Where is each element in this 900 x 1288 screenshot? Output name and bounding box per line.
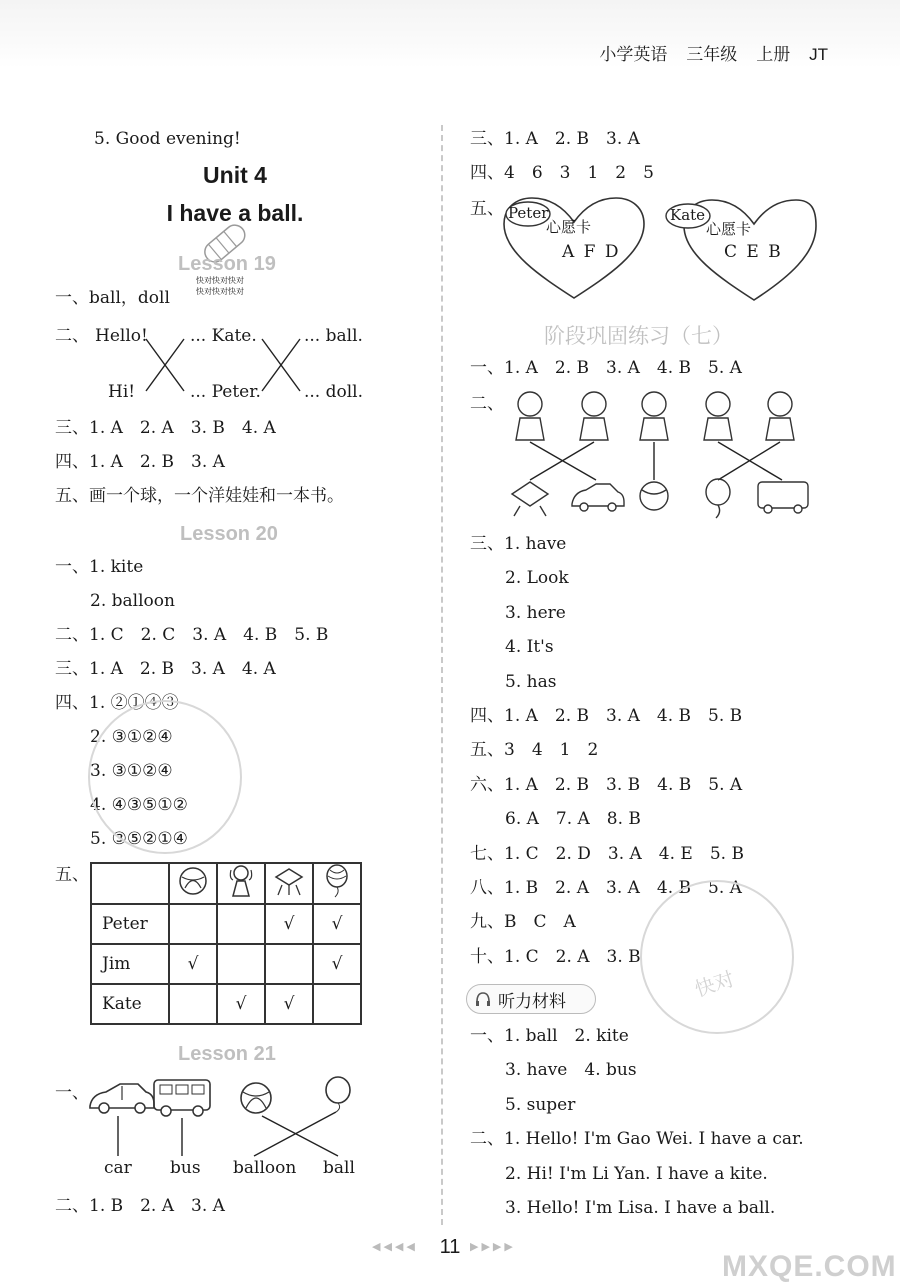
listen2-a: 二、1. Hello! I'm Gao Wei. I have a car. (470, 1129, 804, 1149)
heart-kate-letters: C E B (724, 242, 783, 262)
bus-icon (758, 482, 808, 513)
l21-label-ball: ball (323, 1158, 355, 1178)
l20-q5-label: 五、 (55, 865, 89, 885)
review-q10: 十、1. C 2. A 3. B (470, 947, 641, 967)
l20-q3: 三、1. A 2. B 3. A 4. A (55, 659, 276, 679)
child-4-icon (704, 392, 732, 440)
headphones-icon (474, 990, 492, 1008)
l19-q2-hi: Hi! (108, 382, 136, 402)
kite-icon (512, 482, 548, 516)
lesson19-title: Lesson 19 (178, 253, 276, 275)
l20-q1-a: 一、1. kite (55, 557, 144, 577)
review-title: 阶段巩固练习（七） (544, 325, 733, 348)
r-line-3: 三、1. A 2. B 3. A (470, 129, 640, 149)
child-3-icon (640, 392, 668, 440)
heart-peter-letters: A F D (562, 242, 621, 262)
l21-label-bus: bus (170, 1158, 201, 1178)
l21-q1-label: 一、 (55, 1083, 89, 1103)
heart-peter-title: 心愿卡 (546, 219, 592, 236)
review-q6-a: 六、1. A 2. B 3. B 4. B 5. A (470, 775, 743, 795)
table-row (91, 984, 361, 1024)
kite-icon (272, 865, 306, 897)
balloon-icon (322, 864, 352, 898)
unit-title: Unit 4 (203, 162, 267, 188)
l19-matching-lines (140, 335, 310, 395)
table-cell: √ (217, 984, 265, 1024)
child-1-icon (516, 392, 544, 440)
l21-label-balloon: balloon (233, 1158, 297, 1178)
page-number: 11 (439, 1236, 461, 1258)
listen2-b: 2. Hi! I'm Li Yan. I have a kite. (505, 1164, 768, 1184)
l19-q2-label: 二、 (55, 326, 89, 346)
child-5-icon (766, 392, 794, 440)
header-label (599, 40, 828, 65)
column-divider (441, 125, 443, 1225)
r-line-4: 四、4 6 3 1 2 5 (470, 163, 654, 183)
ball-icon (241, 1083, 271, 1113)
table-cell (217, 904, 265, 944)
listen1-b: 3. have 4. bus (505, 1060, 637, 1080)
l19-q5: 五、画一个球，一个洋娃娃和一本书。 (55, 486, 344, 506)
balloon-cell (313, 863, 361, 904)
car-icon (572, 484, 624, 511)
table-row-name: Peter (91, 904, 169, 944)
review-q4: 四、1. A 2. B 3. A 4. B 5. B (470, 706, 743, 726)
table-cell (265, 944, 313, 984)
review-q8: 八、1. B 2. A 3. A 4. B 5. A (470, 878, 742, 898)
stamp-text-1: 快对快对快对 (196, 276, 244, 285)
next-arrows-icon: ▶▶▶▶ (470, 1240, 516, 1253)
header-edition: JT (809, 45, 828, 64)
l21-label-car: car (104, 1158, 132, 1178)
header-subject: 小学英语 (599, 45, 668, 64)
table-cell (313, 984, 361, 1024)
l20-q2: 二、1. C 2. C 3. A 4. B 5. B (55, 625, 329, 645)
table-cell: √ (169, 944, 217, 984)
review-q3-2: 2. Look (505, 568, 569, 588)
table-row (91, 904, 361, 944)
table-corner-cell (91, 863, 169, 904)
heart-peter-name: Peter (508, 204, 549, 222)
l19-q2-doll: ... doll. (304, 382, 364, 402)
listen1-a: 一、1. ball 2. kite (470, 1026, 629, 1046)
watermark-brand: 快对 (692, 968, 738, 1002)
lesson20-title: Lesson 20 (180, 523, 278, 545)
review-q3-3: 3. here (505, 603, 566, 623)
table-cell: √ (313, 944, 361, 984)
listening-title: 听力材料 (498, 992, 566, 1011)
child-2-icon (580, 392, 608, 440)
table-cell: √ (265, 904, 313, 944)
review-q1: 一、1. A 2. B 3. A 4. B 5. A (470, 358, 742, 378)
header-volume: 上册 (756, 45, 791, 64)
table-cell (169, 904, 217, 944)
lesson21-title: Lesson 21 (178, 1043, 276, 1065)
review-q5: 五、3 4 1 2 (470, 740, 599, 760)
l21-picture-row (86, 1076, 366, 1161)
table-row-name: Jim (91, 944, 169, 984)
balloon-icon (706, 479, 730, 518)
header-grade: 三年级 (686, 45, 738, 64)
l20-q4-4: 4. ④③⑤①② (90, 795, 188, 815)
car-icon (90, 1084, 154, 1113)
table-cell (217, 944, 265, 984)
heart-kate-title: 心愿卡 (706, 221, 752, 238)
review-q3-1: 三、1. have (470, 534, 567, 554)
listen2-c: 3. Hello! I'm Lisa. I have a ball. (505, 1198, 776, 1218)
l20-q4-5: 5. ③⑤②①④ (90, 829, 188, 849)
l19-q1: 一、ball，doll (55, 288, 170, 308)
unit-subtitle: I have a ball. (166, 200, 304, 226)
bus-icon (154, 1080, 210, 1116)
review-q2-matching (500, 388, 820, 520)
watermark-circle-left (88, 700, 242, 854)
balloon-icon (326, 1077, 350, 1112)
table-row-name: Kate (91, 984, 169, 1024)
doll-cell (217, 863, 265, 904)
ball-cell (169, 863, 217, 904)
l19-q2-kate: ... Kate. (190, 326, 257, 346)
watermark-circle (640, 880, 794, 1034)
table-cell: √ (265, 984, 313, 1024)
table-row (91, 944, 361, 984)
kite-cell (265, 863, 313, 904)
table-cell (169, 984, 217, 1024)
review-q3-5: 5. has (505, 672, 557, 692)
doll-icon (225, 864, 257, 898)
stamp-text-2: 快对快对快对 (196, 287, 244, 296)
l19-q2-hello: Hello! (95, 326, 148, 346)
r-line-5-label: 五、 (470, 199, 504, 219)
review-q9: 九、B C A (470, 912, 576, 932)
l20-answer-table (90, 862, 362, 1025)
review-q7: 七、1. C 2. D 3. A 4. E 5. B (470, 844, 744, 864)
listen1-c: 5. super (505, 1095, 576, 1115)
ball-icon (640, 482, 668, 510)
l20-q4-3: 3. ③①②④ (90, 761, 173, 781)
review-q3-4: 4. It's (505, 637, 554, 657)
site-watermark: MXQE.COM (722, 1250, 897, 1283)
ball-icon (177, 865, 209, 897)
l20-q4-1: 四、1. ②①④③ (55, 693, 179, 713)
l21-q2: 二、1. B 2. A 3. A (55, 1196, 225, 1216)
l20-q1-b: 2. balloon (90, 591, 175, 611)
table-cell: √ (313, 904, 361, 944)
review-q6-b: 6. A 7. A 8. B (505, 809, 641, 829)
l19-q2-peter: ... Peter. (190, 382, 261, 402)
l20-q4-2: 2. ③①②④ (90, 727, 173, 747)
review-q2-label: 二、 (470, 394, 504, 414)
l19-q2-ball: ... ball. (304, 326, 363, 346)
left-top-line: 5. Good evening! (94, 129, 241, 149)
table-header-row (91, 863, 361, 904)
l19-q3: 三、1. A 2. A 3. B 4. A (55, 418, 276, 438)
prev-arrows-icon: ◀◀◀◀ (372, 1240, 418, 1253)
heart-kate-name: Kate (670, 206, 706, 224)
l19-q4: 四、1. A 2. B 3. A (55, 452, 225, 472)
